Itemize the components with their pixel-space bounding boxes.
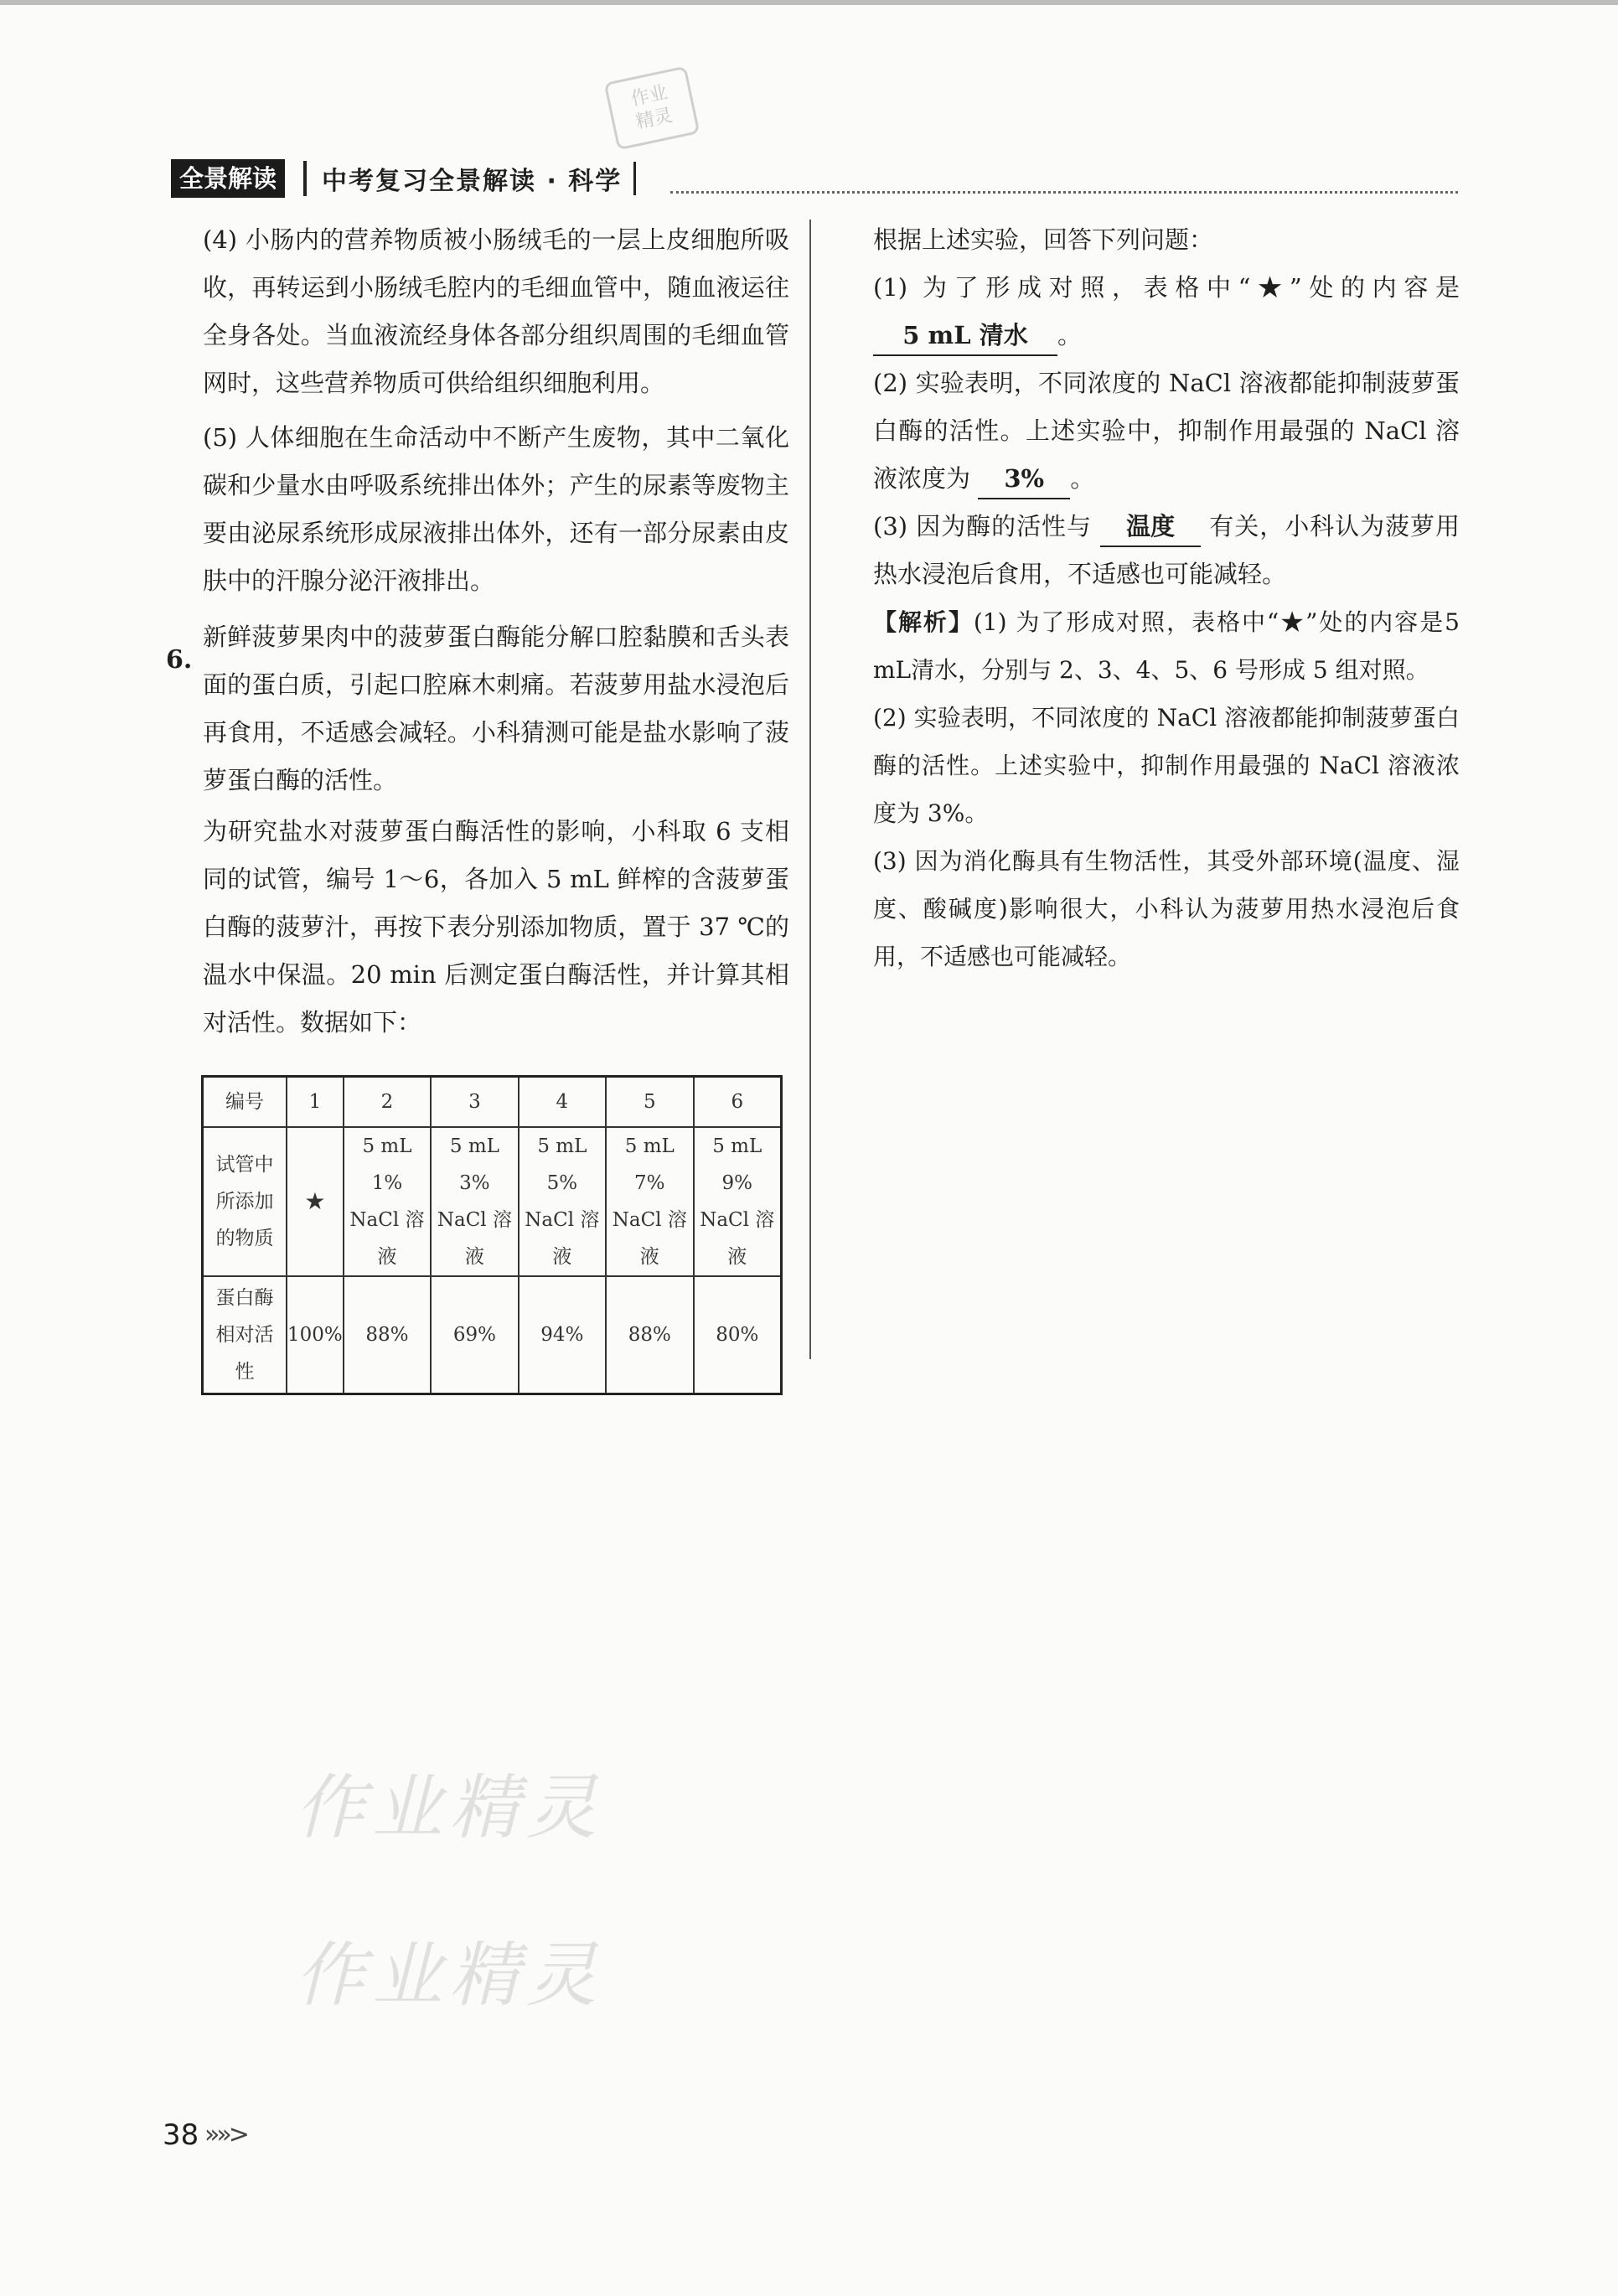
analysis-tag: 【解析】 <box>873 608 974 636</box>
analysis-1-text: (1) 为了形成对照，表格中“★”处的内容是5 mL清水，分别与 2、3、4、5、6 号形成 5 组对照。 <box>873 608 1460 684</box>
header-separator <box>303 161 307 196</box>
header-separator-end <box>633 162 636 195</box>
table-cell: 4 <box>519 1077 606 1128</box>
table-cell: 3 <box>431 1077 518 1128</box>
table-cell: 80% <box>694 1276 782 1394</box>
top-border <box>0 0 1618 5</box>
answer-blank-3: 温度 <box>1100 507 1201 547</box>
table-row <box>203 1276 782 1394</box>
left-column <box>203 216 789 1047</box>
table-header-cell: 蛋白酶相对活性 <box>203 1276 287 1394</box>
analysis-3: (3) 因为消化酶具有生物活性，其受外部环境(温度、湿度、酸碱度)影响很大，小科认为菠萝用热水浸泡后食用，不适感也可能减轻。 <box>873 847 1460 970</box>
table-cell: 100% <box>287 1276 344 1394</box>
table-cell: 5 mL 1% NaCl 溶液 <box>344 1127 431 1276</box>
table-cell: 88% <box>344 1276 431 1394</box>
table-cell: 1 <box>287 1077 344 1128</box>
table-row <box>203 1127 782 1276</box>
table-cell: 5 mL 9% NaCl 溶液 <box>694 1127 782 1276</box>
table-cell: 5 mL 5% NaCl 溶液 <box>519 1127 606 1276</box>
header-dotted-rule <box>670 191 1458 194</box>
sub-question-3-end: 有关，小科认为菠萝用热水浸泡后食用，不适感也可能减轻。 <box>873 512 1460 588</box>
right-column <box>873 216 1460 980</box>
table-cell: 5 <box>606 1077 693 1128</box>
stamp-line1: 作业 <box>628 82 670 111</box>
watermark: 作业精灵 <box>295 1934 604 2016</box>
table-row <box>203 1077 782 1128</box>
questions-lead: 根据上述实验，回答下列问题： <box>873 225 1214 254</box>
answer-blank-1: 5 mL 清水 <box>873 316 1057 356</box>
question-6-method: 为研究盐水对菠萝蛋白酶活性的影响，小科取 6 支相同的试管，编号 1～6，各加入 5 mL 鲜榨的含菠萝蛋白酶的菠萝汁，再按下表分别添加物质，置于 37 ℃的温水中保温。20 min 后测定蛋白酶活性，并计算其相对活性。数据如下： <box>203 817 789 1037</box>
analysis-1 <box>873 598 1460 694</box>
sub-question-3 <box>873 503 1460 598</box>
table-cell: 5 mL 3% NaCl 溶液 <box>431 1127 518 1276</box>
data-table <box>201 1075 783 1395</box>
question-number: 6. <box>166 645 193 675</box>
table-header-cell: 试管中所添加的物质 <box>203 1127 287 1276</box>
answer-part-5: (5) 人体细胞在生命活动中不断产生废物，其中二氧化碳和少量水由呼吸系统排出体外；产生的尿素等废物主要由泌尿系统形成尿液排出体外，还有一部分尿素由皮肤中的汗腺分泌汗液排出。 <box>203 423 789 595</box>
table-cell-star: ★ <box>287 1127 344 1276</box>
column-divider <box>809 220 811 1359</box>
sub-question-3-text: (3) 因为酶的活性与 <box>873 512 1092 540</box>
sub-question-1-text: (1) 为了形成对照，表格中“★”处的内容是 <box>873 273 1460 302</box>
table-cell: 94% <box>519 1276 606 1394</box>
stamp-line2: 精灵 <box>633 105 675 134</box>
table-cell: 2 <box>344 1077 431 1128</box>
book-title: 中考复习全景解读 · 科学 <box>322 167 623 196</box>
arrows-icon: »»> <box>204 2120 246 2149</box>
page-header <box>171 158 636 199</box>
table-cell: 69% <box>431 1276 518 1394</box>
section-badge: 全景解读 <box>171 159 285 198</box>
question-6-intro: 新鲜菠萝果肉中的菠萝蛋白酶能分解口腔黏膜和舌头表面的蛋白质，引起口腔麻木刺痛。若菠萝用盐水浸泡后再食用，不适感会减轻。小科猜测可能是盐水影响了菠萝蛋白酶的活性。 <box>203 623 789 794</box>
sub-question-2-text: (2) 实验表明，不同浓度的 NaCl 溶液都能抑制菠萝蛋白酶的活性。上述实验中，抑制作用最强的 NaCl 溶液浓度为 <box>873 369 1460 493</box>
answer-blank-2: 3% <box>978 459 1070 499</box>
table-cell: 6 <box>694 1077 782 1128</box>
sub-question-1 <box>873 264 1460 359</box>
analysis-2: (2) 实验表明，不同浓度的 NaCl 溶液都能抑制菠萝蛋白酶的活性。上述实验中，抑制作用最强的 NaCl 溶液浓度为 3%。 <box>873 704 1460 827</box>
logo-stamp <box>604 66 700 151</box>
sub-question-2-end: 。 <box>1070 464 1095 493</box>
table-header-cell: 编号 <box>203 1077 287 1128</box>
sub-question-1-end: 。 <box>1057 321 1083 349</box>
watermark: 作业精灵 <box>295 1766 604 1849</box>
page-number: 38 <box>163 2118 199 2152</box>
table-cell: 88% <box>606 1276 693 1394</box>
sub-question-2 <box>873 359 1460 503</box>
answer-part-4: (4) 小肠内的营养物质被小肠绒毛的一层上皮细胞所吸收，再转运到小肠绒毛腔内的毛细血管中，随血液运往全身各处。当血液流经身体各部分组织周围的毛细血管网时，这些营养物质可供给组织细胞利用。 <box>203 225 789 397</box>
table-cell: 5 mL 7% NaCl 溶液 <box>606 1127 693 1276</box>
